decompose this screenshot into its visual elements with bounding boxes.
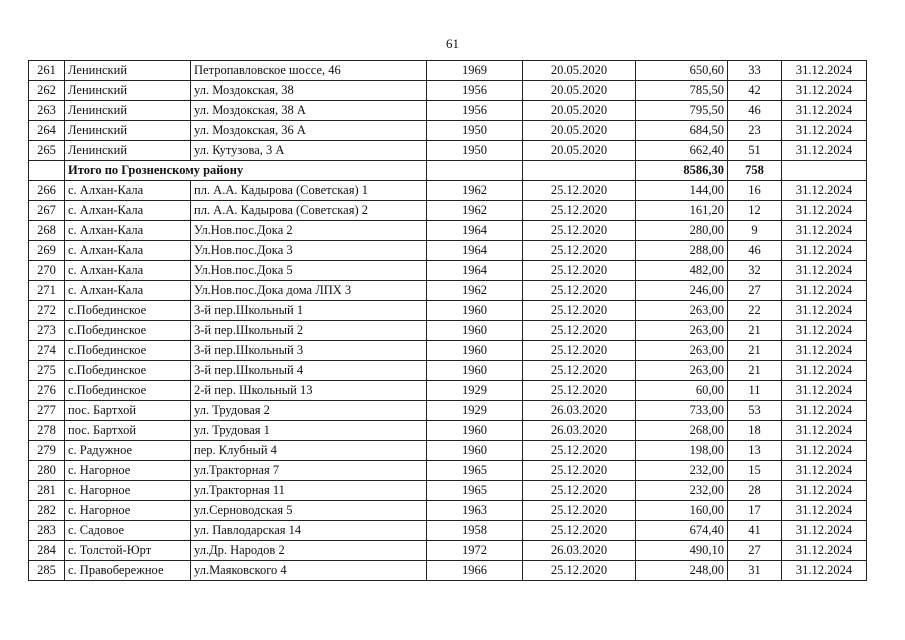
area-cell: 160,00 — [636, 501, 728, 521]
area-cell: 268,00 — [636, 421, 728, 441]
deadline-cell: 31.12.2024 — [782, 261, 867, 281]
row-number-cell: 282 — [29, 501, 65, 521]
locality-cell: с. Алхан-Кала — [65, 201, 191, 221]
year-built-cell: 1964 — [427, 241, 523, 261]
count-cell: 21 — [728, 341, 782, 361]
table-row — [29, 561, 867, 581]
address-cell: 3-й пер.Школьный 1 — [191, 301, 427, 321]
table-body-before-total — [29, 61, 867, 161]
row-number-cell: 276 — [29, 381, 65, 401]
address-cell: пер. Клубный 4 — [191, 441, 427, 461]
date-cell: 25.12.2020 — [523, 361, 636, 381]
locality-cell: Ленинский — [65, 81, 191, 101]
deadline-cell: 31.12.2024 — [782, 301, 867, 321]
address-cell: ул. Кутузова, 3 А — [191, 141, 427, 161]
address-cell: пл. А.А. Кадырова (Советская) 1 — [191, 181, 427, 201]
table-row — [29, 241, 867, 261]
date-cell: 20.05.2020 — [523, 121, 636, 141]
table-row — [29, 101, 867, 121]
count-cell: 33 — [728, 61, 782, 81]
deadline-cell: 31.12.2024 — [782, 221, 867, 241]
total-empty-cell — [523, 161, 636, 181]
address-cell: ул. Моздокская, 36 А — [191, 121, 427, 141]
address-cell: Ул.Нов.пос.Дока 2 — [191, 221, 427, 241]
count-cell: 13 — [728, 441, 782, 461]
count-cell: 12 — [728, 201, 782, 221]
count-cell: 41 — [728, 521, 782, 541]
area-cell: 288,00 — [636, 241, 728, 261]
page-number: 61 — [446, 36, 459, 51]
table-row — [29, 481, 867, 501]
row-number-cell: 283 — [29, 521, 65, 541]
row-number-cell: 285 — [29, 561, 65, 581]
locality-cell: с.Побединское — [65, 381, 191, 401]
deadline-cell: 31.12.2024 — [782, 481, 867, 501]
table-row — [29, 201, 867, 221]
locality-cell: с. Нагорное — [65, 501, 191, 521]
date-cell: 25.12.2020 — [523, 321, 636, 341]
area-cell: 232,00 — [636, 481, 728, 501]
year-built-cell: 1963 — [427, 501, 523, 521]
locality-cell: с.Побединское — [65, 341, 191, 361]
date-cell: 20.05.2020 — [523, 141, 636, 161]
date-cell: 25.12.2020 — [523, 221, 636, 241]
locality-cell: с.Побединское — [65, 301, 191, 321]
year-built-cell: 1956 — [427, 101, 523, 121]
locality-cell: с. Алхан-Кала — [65, 281, 191, 301]
area-cell: 263,00 — [636, 321, 728, 341]
area-cell: 263,00 — [636, 301, 728, 321]
row-number-cell: 279 — [29, 441, 65, 461]
count-cell: 18 — [728, 421, 782, 441]
date-cell: 25.12.2020 — [523, 441, 636, 461]
locality-cell: с. Алхан-Кала — [65, 241, 191, 261]
area-cell: 246,00 — [636, 281, 728, 301]
address-cell: ул. Моздокская, 38 — [191, 81, 427, 101]
count-cell: 28 — [728, 481, 782, 501]
row-number-cell: 281 — [29, 481, 65, 501]
table-row — [29, 421, 867, 441]
date-cell: 25.12.2020 — [523, 461, 636, 481]
deadline-cell: 31.12.2024 — [782, 141, 867, 161]
row-number-cell: 269 — [29, 241, 65, 261]
table-row — [29, 461, 867, 481]
locality-cell: пос. Бартхой — [65, 401, 191, 421]
deadline-cell: 31.12.2024 — [782, 461, 867, 481]
area-cell: 785,50 — [636, 81, 728, 101]
address-cell: 3-й пер.Школьный 2 — [191, 321, 427, 341]
address-cell: 2-й пер. Школьный 13 — [191, 381, 427, 401]
count-cell: 16 — [728, 181, 782, 201]
table-body-total — [29, 161, 867, 181]
row-number-cell: 263 — [29, 101, 65, 121]
row-number-cell: 266 — [29, 181, 65, 201]
deadline-cell: 31.12.2024 — [782, 501, 867, 521]
area-cell: 263,00 — [636, 361, 728, 381]
count-cell: 32 — [728, 261, 782, 281]
area-cell: 650,60 — [636, 61, 728, 81]
area-cell: 161,20 — [636, 201, 728, 221]
count-cell: 46 — [728, 241, 782, 261]
count-cell: 11 — [728, 381, 782, 401]
locality-cell: с. Нагорное — [65, 481, 191, 501]
year-built-cell: 1929 — [427, 381, 523, 401]
date-cell: 25.12.2020 — [523, 501, 636, 521]
table-row — [29, 401, 867, 421]
count-cell: 23 — [728, 121, 782, 141]
row-number-cell: 280 — [29, 461, 65, 481]
count-cell: 31 — [728, 561, 782, 581]
address-cell: пл. А.А. Кадырова (Советская) 2 — [191, 201, 427, 221]
deadline-cell: 31.12.2024 — [782, 361, 867, 381]
date-cell: 25.12.2020 — [523, 521, 636, 541]
area-cell: 482,00 — [636, 261, 728, 281]
area-cell: 144,00 — [636, 181, 728, 201]
date-cell: 25.12.2020 — [523, 281, 636, 301]
locality-cell: с. Правобережное — [65, 561, 191, 581]
year-built-cell: 1964 — [427, 261, 523, 281]
locality-cell: с.Побединское — [65, 321, 191, 341]
area-cell: 232,00 — [636, 461, 728, 481]
table-row — [29, 181, 867, 201]
year-built-cell: 1960 — [427, 421, 523, 441]
deadline-cell: 31.12.2024 — [782, 421, 867, 441]
row-number-cell: 268 — [29, 221, 65, 241]
area-cell: 490,10 — [636, 541, 728, 561]
deadline-cell: 31.12.2024 — [782, 541, 867, 561]
deadline-cell: 31.12.2024 — [782, 441, 867, 461]
count-cell: 21 — [728, 321, 782, 341]
deadline-cell: 31.12.2024 — [782, 561, 867, 581]
table-row — [29, 221, 867, 241]
area-cell: 684,50 — [636, 121, 728, 141]
area-cell: 733,00 — [636, 401, 728, 421]
year-built-cell: 1965 — [427, 481, 523, 501]
count-cell: 27 — [728, 281, 782, 301]
address-cell: ул.Др. Народов 2 — [191, 541, 427, 561]
deadline-cell: 31.12.2024 — [782, 241, 867, 261]
area-cell: 795,50 — [636, 101, 728, 121]
date-cell: 25.12.2020 — [523, 381, 636, 401]
date-cell: 26.03.2020 — [523, 401, 636, 421]
year-built-cell: 1960 — [427, 321, 523, 341]
row-number-cell: 273 — [29, 321, 65, 341]
deadline-cell: 31.12.2024 — [782, 201, 867, 221]
total-empty-cell — [427, 161, 523, 181]
area-cell: 248,00 — [636, 561, 728, 581]
year-built-cell: 1960 — [427, 361, 523, 381]
row-number-cell: 265 — [29, 141, 65, 161]
locality-cell: Ленинский — [65, 141, 191, 161]
year-built-cell: 1950 — [427, 121, 523, 141]
table-row — [29, 121, 867, 141]
year-built-cell: 1962 — [427, 181, 523, 201]
locality-cell: с. Алхан-Кала — [65, 181, 191, 201]
address-cell: ул.Тракторная 7 — [191, 461, 427, 481]
total-empty-cell — [782, 161, 867, 181]
table-row — [29, 281, 867, 301]
row-number-cell: 262 — [29, 81, 65, 101]
locality-cell: с. Радужное — [65, 441, 191, 461]
date-cell: 25.12.2020 — [523, 481, 636, 501]
date-cell: 26.03.2020 — [523, 421, 636, 441]
table-row — [29, 141, 867, 161]
year-built-cell: 1972 — [427, 541, 523, 561]
locality-cell: с. Алхан-Кала — [65, 261, 191, 281]
area-cell: 674,40 — [636, 521, 728, 541]
year-built-cell: 1956 — [427, 81, 523, 101]
housing-registry-table — [28, 60, 867, 581]
row-number-cell: 271 — [29, 281, 65, 301]
year-built-cell: 1958 — [427, 521, 523, 541]
table-row — [29, 261, 867, 281]
deadline-cell: 31.12.2024 — [782, 81, 867, 101]
address-cell: ул. Павлодарская 14 — [191, 521, 427, 541]
locality-cell: пос. Бартхой — [65, 421, 191, 441]
row-number-cell: 270 — [29, 261, 65, 281]
row-number-cell: 264 — [29, 121, 65, 141]
date-cell: 20.05.2020 — [523, 61, 636, 81]
year-built-cell: 1960 — [427, 341, 523, 361]
year-built-cell: 1929 — [427, 401, 523, 421]
row-number-cell: 284 — [29, 541, 65, 561]
count-cell: 15 — [728, 461, 782, 481]
year-built-cell: 1962 — [427, 281, 523, 301]
total-row — [29, 161, 867, 181]
count-cell: 9 — [728, 221, 782, 241]
address-cell: ул.Тракторная 11 — [191, 481, 427, 501]
area-cell: 60,00 — [636, 381, 728, 401]
address-cell: ул.Серноводская 5 — [191, 501, 427, 521]
table-row — [29, 381, 867, 401]
address-cell: Ул.Нов.пос.Дока 3 — [191, 241, 427, 261]
count-cell: 46 — [728, 101, 782, 121]
table-row — [29, 61, 867, 81]
count-cell: 21 — [728, 361, 782, 381]
count-cell: 42 — [728, 81, 782, 101]
deadline-cell: 31.12.2024 — [782, 401, 867, 421]
year-built-cell: 1966 — [427, 561, 523, 581]
year-built-cell: 1950 — [427, 141, 523, 161]
table-row — [29, 81, 867, 101]
date-cell: 20.05.2020 — [523, 101, 636, 121]
year-built-cell: 1969 — [427, 61, 523, 81]
date-cell: 25.12.2020 — [523, 181, 636, 201]
locality-cell: Ленинский — [65, 61, 191, 81]
address-cell: ул. Трудовая 2 — [191, 401, 427, 421]
date-cell: 25.12.2020 — [523, 201, 636, 221]
locality-cell: с. Садовое — [65, 521, 191, 541]
locality-cell: с.Побединское — [65, 361, 191, 381]
row-number-cell: 278 — [29, 421, 65, 441]
address-cell: Ул.Нов.пос.Дока дома ЛПХ 3 — [191, 281, 427, 301]
count-cell: 22 — [728, 301, 782, 321]
date-cell: 26.03.2020 — [523, 541, 636, 561]
row-number-cell: 275 — [29, 361, 65, 381]
table-row — [29, 321, 867, 341]
table-row — [29, 361, 867, 381]
date-cell: 20.05.2020 — [523, 81, 636, 101]
row-number-cell: 274 — [29, 341, 65, 361]
table-row — [29, 501, 867, 521]
date-cell: 25.12.2020 — [523, 261, 636, 281]
area-cell: 263,00 — [636, 341, 728, 361]
year-built-cell: 1960 — [427, 301, 523, 321]
area-cell: 198,00 — [636, 441, 728, 461]
deadline-cell: 31.12.2024 — [782, 101, 867, 121]
table-row — [29, 341, 867, 361]
date-cell: 25.12.2020 — [523, 241, 636, 261]
table-row — [29, 521, 867, 541]
locality-cell: с. Нагорное — [65, 461, 191, 481]
address-cell: 3-й пер.Школьный 4 — [191, 361, 427, 381]
row-number-cell: 272 — [29, 301, 65, 321]
locality-cell: с. Толстой-Юрт — [65, 541, 191, 561]
date-cell: 25.12.2020 — [523, 561, 636, 581]
deadline-cell: 31.12.2024 — [782, 521, 867, 541]
table-body-after-total — [29, 181, 867, 581]
date-cell: 25.12.2020 — [523, 301, 636, 321]
row-number-cell: 267 — [29, 201, 65, 221]
deadline-cell: 31.12.2024 — [782, 341, 867, 361]
address-cell: Ул.Нов.пос.Дока 5 — [191, 261, 427, 281]
total-label: Итого по Грозненскому району — [65, 161, 427, 181]
table-row — [29, 301, 867, 321]
area-cell: 662,40 — [636, 141, 728, 161]
row-number-cell: 277 — [29, 401, 65, 421]
address-cell: Петропавловское шоссе, 46 — [191, 61, 427, 81]
table-row — [29, 541, 867, 561]
locality-cell: Ленинский — [65, 101, 191, 121]
table-row — [29, 441, 867, 461]
year-built-cell: 1960 — [427, 441, 523, 461]
year-built-cell: 1964 — [427, 221, 523, 241]
deadline-cell: 31.12.2024 — [782, 321, 867, 341]
count-cell: 53 — [728, 401, 782, 421]
year-built-cell: 1962 — [427, 201, 523, 221]
locality-cell: Ленинский — [65, 121, 191, 141]
row-number-cell: 261 — [29, 61, 65, 81]
total-area: 8586,30 — [636, 161, 728, 181]
year-built-cell: 1965 — [427, 461, 523, 481]
deadline-cell: 31.12.2024 — [782, 61, 867, 81]
date-cell: 25.12.2020 — [523, 341, 636, 361]
address-cell: ул. Трудовая 1 — [191, 421, 427, 441]
address-cell: ул. Моздокская, 38 А — [191, 101, 427, 121]
area-cell: 280,00 — [636, 221, 728, 241]
deadline-cell: 31.12.2024 — [782, 281, 867, 301]
count-cell: 17 — [728, 501, 782, 521]
address-cell: ул.Маяковского 4 — [191, 561, 427, 581]
total-count: 758 — [728, 161, 782, 181]
deadline-cell: 31.12.2024 — [782, 121, 867, 141]
locality-cell: с. Алхан-Кала — [65, 221, 191, 241]
deadline-cell: 31.12.2024 — [782, 381, 867, 401]
total-num-cell — [29, 161, 65, 181]
deadline-cell: 31.12.2024 — [782, 181, 867, 201]
count-cell: 51 — [728, 141, 782, 161]
address-cell: 3-й пер.Школьный 3 — [191, 341, 427, 361]
count-cell: 27 — [728, 541, 782, 561]
